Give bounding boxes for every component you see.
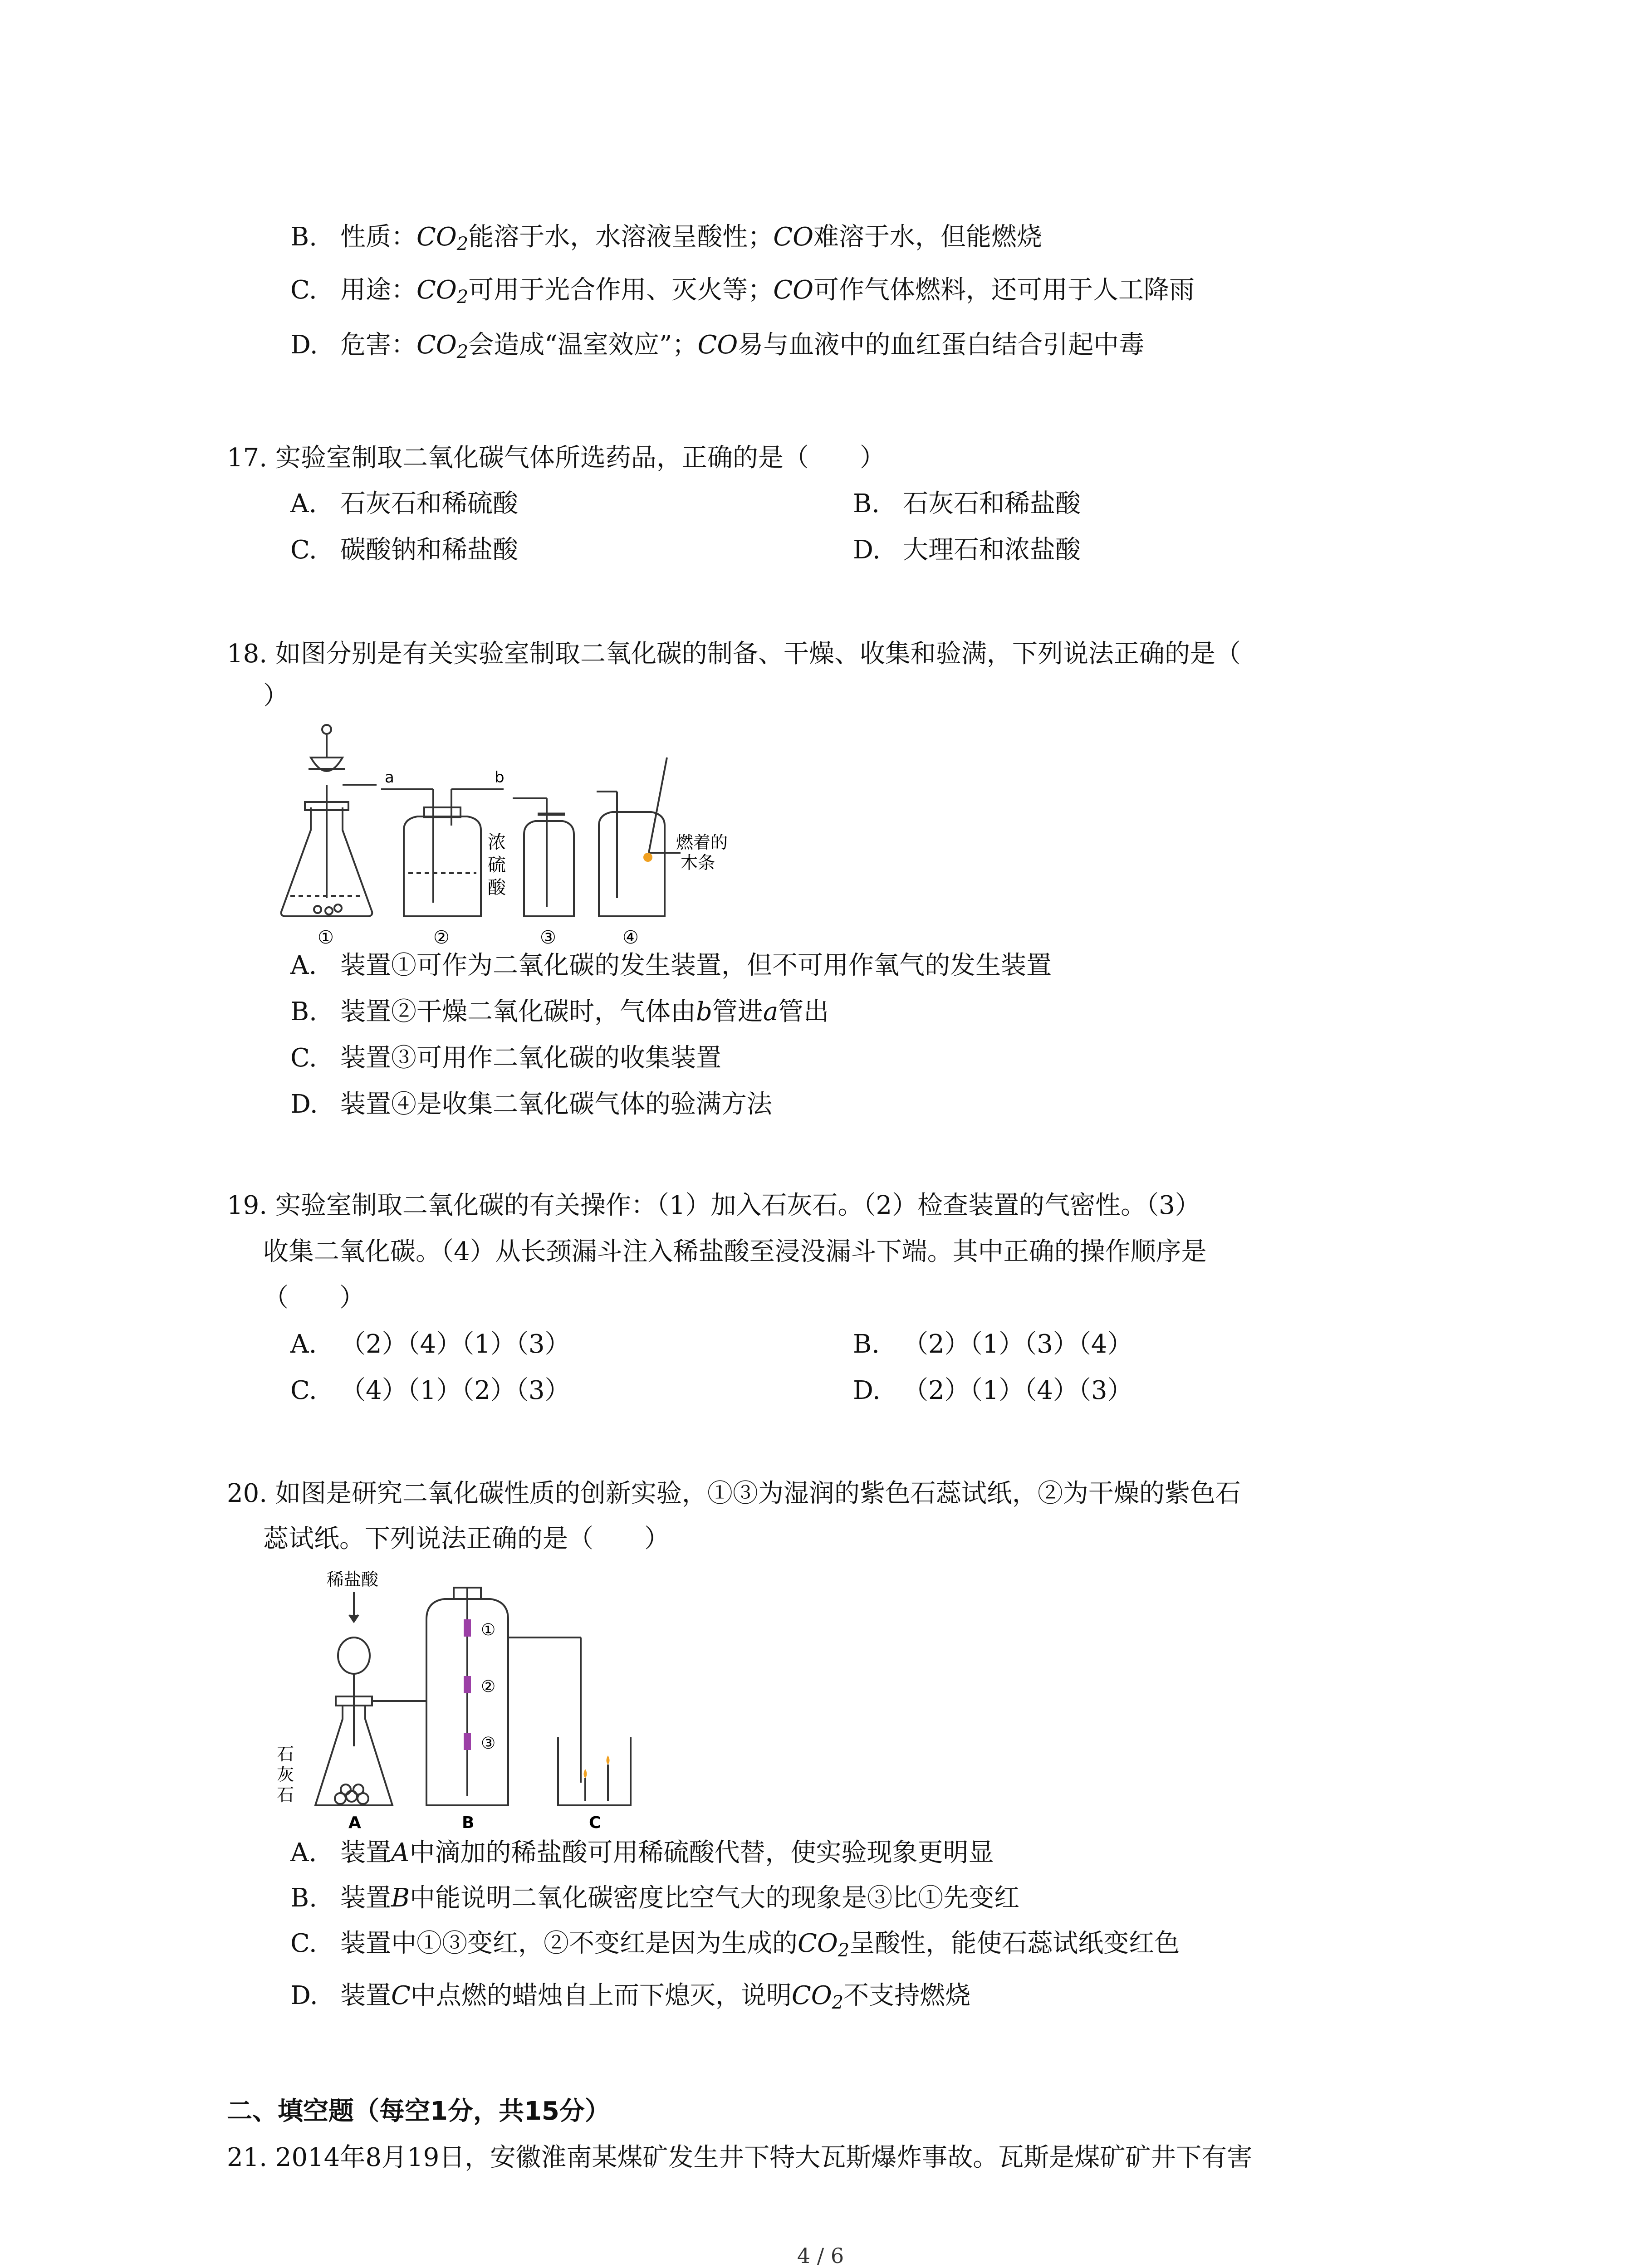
apparatus-label-a: A bbox=[348, 1813, 361, 1832]
label-b: b bbox=[495, 768, 505, 787]
q19-stem-line2: 收集二氧化碳。（4）从长颈漏斗注入稀盐酸至浸没漏斗下端。其中正确的操作顺序是 bbox=[263, 1237, 1207, 1266]
q16-option-d: D. 危害：$CO_2$会造成“温室效应”；CO易与血液中的血红蛋白结合引起中毒 bbox=[290, 330, 1145, 362]
q17-option-b: B. 石灰石和稀盐酸 bbox=[853, 489, 1081, 518]
stone-label-2: 灰 bbox=[277, 1765, 294, 1784]
page-number: 4 / 6 bbox=[797, 2244, 844, 2268]
q17-option-d: D. 大理石和浓盐酸 bbox=[853, 535, 1081, 565]
q20-stem-line1: 20. 如图是研究二氧化碳性质的创新实验，①③为湿润的紫色石蕊试纸，②为干燥的紫色石 bbox=[227, 1479, 1241, 1508]
q17-stem: 17. 实验室制取二氧化碳气体所选药品，正确的是（ ） bbox=[227, 443, 885, 473]
apparatus-3-collecting-bottle bbox=[513, 798, 574, 916]
strip-number-3: ③ bbox=[481, 1734, 496, 1753]
q18-option-b: B. 装置②干燥二氧化碳时，气体由b管进a管出 bbox=[290, 997, 829, 1026]
splint-label-1: 燃着的 bbox=[676, 832, 728, 852]
section-heading: 二、填空题（每空1分，共15分） bbox=[227, 2097, 610, 2126]
apparatus-1-flask bbox=[281, 725, 377, 916]
q18-option-c: C. 装置③可用作二氧化碳的收集装置 bbox=[290, 1043, 721, 1073]
q19-option-d: D. （2）（1）（4）（3） bbox=[853, 1376, 1133, 1405]
q19-option-c: C. （4）（1）（2）（3） bbox=[290, 1376, 570, 1405]
apparatus-number-4: ④ bbox=[622, 927, 639, 948]
apparatus-label-b: B bbox=[462, 1813, 475, 1832]
splint-label-2: 木条 bbox=[681, 853, 715, 873]
apparatus-label-c: C bbox=[589, 1813, 601, 1832]
q19-option-a: A. （2）（4）（1）（3） bbox=[290, 1330, 570, 1359]
acid-label-3: 酸 bbox=[488, 877, 506, 898]
q20-option-c: C. 装置中①③变红，②不变红是因为生成的$CO_2$呈酸性，能使石蕊试纸变红色 bbox=[290, 1929, 1180, 1961]
apparatus-2-wash-bottle bbox=[381, 789, 504, 916]
q19-option-b: B. （2）（1）（3）（4） bbox=[853, 1330, 1133, 1359]
apparatus-number-1: ① bbox=[318, 927, 334, 948]
acid-label-1: 浓 bbox=[488, 832, 506, 853]
stone-label-1: 石 bbox=[277, 1744, 294, 1764]
litmus-strip-1 bbox=[464, 1619, 471, 1637]
label-a: a bbox=[385, 768, 394, 787]
q18-option-d: D. 装置④是收集二氧化碳气体的验满方法 bbox=[290, 1090, 772, 1119]
q19-stem-line1: 19. 实验室制取二氧化碳的有关操作：（1）加入石灰石。（2）检查装置的气密性。（3） bbox=[227, 1191, 1200, 1220]
q16-option-c: C. 用途：$CO_2$可用于光合作用、灭火等；CO可作气体燃料，还可用于人工降雨 bbox=[290, 275, 1195, 308]
q17-option-c: C. 碳酸钠和稀盐酸 bbox=[290, 535, 518, 565]
apparatus-a-flask bbox=[315, 1592, 417, 1805]
q18-stem-line1: 18. 如图分别是有关实验室制取二氧化碳的制备、干燥、收集和验满，下列说法正确的是（ bbox=[227, 639, 1241, 669]
q20-apparatus-figure bbox=[272, 1565, 681, 1837]
q20-stem-line2: 蕊试纸。下列说法正确的是（ ） bbox=[263, 1524, 670, 1554]
strip-number-2: ② bbox=[481, 1677, 496, 1696]
apparatus-c-beaker bbox=[558, 1737, 631, 1805]
q18-stem-line2: ） bbox=[263, 681, 289, 711]
q20-option-b: B. 装置B中能说明二氧化碳密度比空气大的现象是③比①先变红 bbox=[290, 1883, 1020, 1913]
q16-option-b: B. 性质：$CO_2$能溶于水，水溶液呈酸性；CO难溶于水，但能燃烧 bbox=[290, 222, 1042, 254]
apparatus-4-bottle-with-splint bbox=[597, 758, 681, 916]
q21-stem: 21. 2014年8月19日，安徽淮南某煤矿发生井下特大瓦斯爆炸事故。瓦斯是煤矿矿井下有害 bbox=[227, 2143, 1253, 2172]
stone-label-3: 石 bbox=[277, 1785, 294, 1805]
litmus-strip-2 bbox=[464, 1676, 471, 1693]
apparatus-number-3: ③ bbox=[540, 927, 556, 948]
q19-stem-line3: （ ） bbox=[263, 1283, 365, 1313]
candle-flame-icon bbox=[607, 1755, 610, 1765]
strip-number-1: ① bbox=[481, 1621, 496, 1639]
q20-option-a: A. 装置A中滴加的稀盐酸可用稀硫酸代替，使实验现象更明显 bbox=[290, 1838, 994, 1867]
acid-label: 稀盐酸 bbox=[327, 1569, 379, 1589]
q18-option-a: A. 装置①可作为二氧化碳的发生装置，但不可用作氧气的发生装置 bbox=[290, 951, 1052, 980]
apparatus-number-2: ② bbox=[433, 927, 450, 948]
q20-option-d: D. 装置C中点燃的蜡烛自上而下熄灭，说明$CO_2$不支持燃烧 bbox=[290, 1981, 971, 2013]
q17-option-a: A. 石灰石和稀硫酸 bbox=[290, 489, 518, 518]
apparatus-b-tall-bottle bbox=[417, 1588, 581, 1805]
acid-label-2: 硫 bbox=[488, 855, 506, 875]
q18-apparatus-figure bbox=[272, 717, 762, 953]
flame-icon bbox=[643, 853, 652, 862]
litmus-strip-3 bbox=[464, 1733, 471, 1750]
candle-flame-icon bbox=[584, 1769, 587, 1778]
